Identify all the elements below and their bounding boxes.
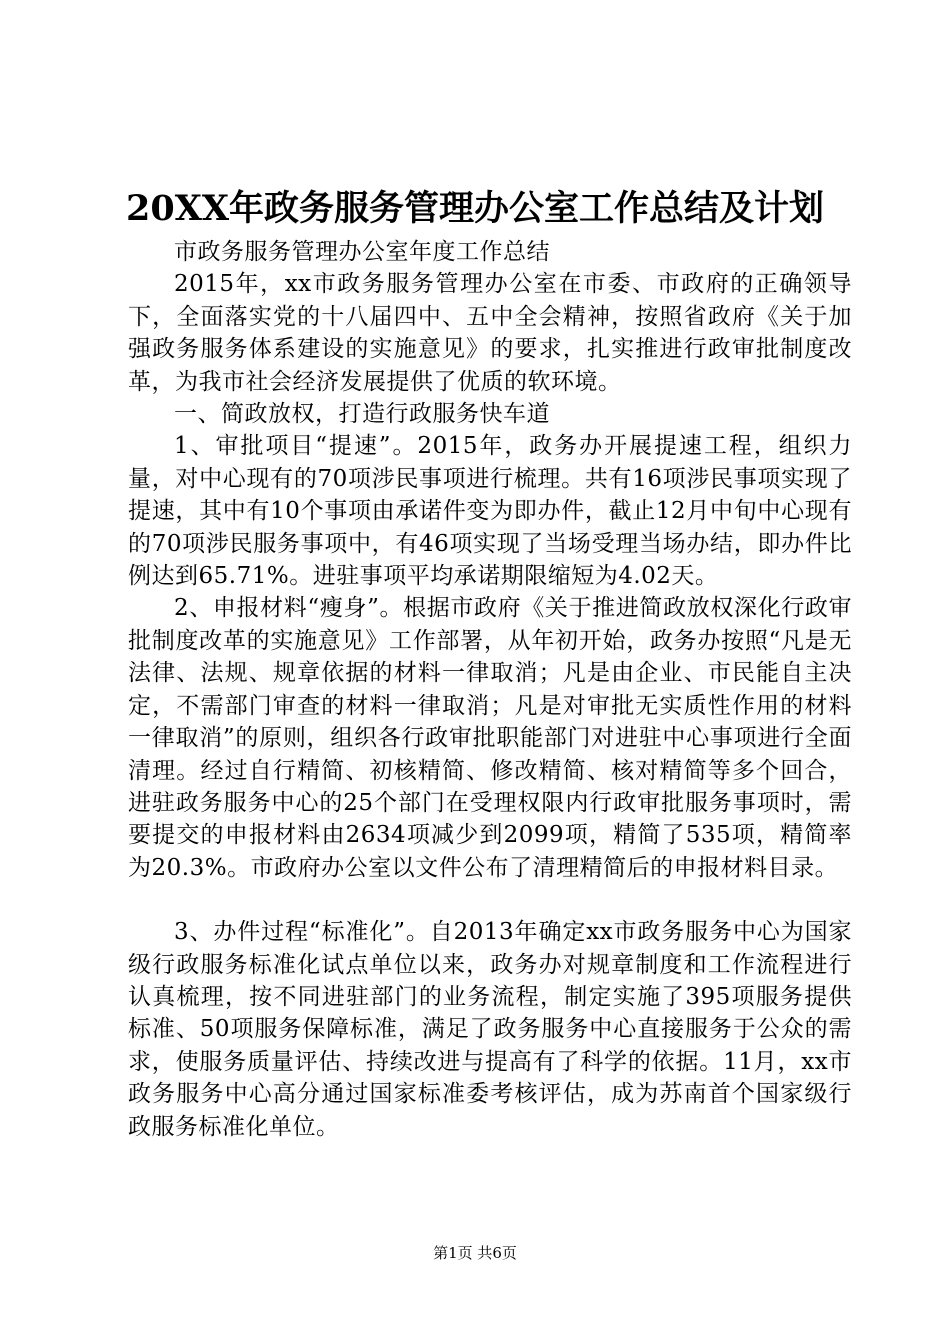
section-heading: 一、简政放权，打造行政服务快车道	[174, 401, 550, 428]
page-footer: 第1页 共6页	[433, 1244, 517, 1262]
paragraph-intro: 2015年，xx市政务服务管理办公室在市委、市政府的正确领导下，全面落实党的十八届四中、五中全会精神，按照省政府《关于加强政务服务体系建设的实施意见》的要求，扎实推进行政审批制度改革，为我市社会经济发展提供了优质的软环境。	[128, 271, 852, 395]
paragraph-item-1: 1、审批项目“提速”。2015年，政务办开展提速工程，组织力量，对中心现有的70项涉民事项进行梳理。共有16项涉民事项实现了提速，其中有10个事项由承诺件变为即办件，截止12月中旬中心现有的70项涉民服务事项中，有46项实现了当场受理当场办结，即办件比例达到65.71%。进驻事项平均承诺期限缩短为4.02天。	[128, 433, 852, 590]
page-title: 20XX年政务服务管理办公室工作总结及计划	[125, 188, 825, 229]
paragraph-item-3: 3、办件过程“标准化”。自2013年确定xx市政务服务中心为国家级行政服务标准化试点单位以来，政务办对规章制度和工作流程进行认真梳理，按不同进驻部门的业务流程，制定实施了395项服务提供标准、50项服务保障标准，满足了政务服务中心直接服务于公众的需求，使服务质量评估、持续改进与提高有了科学的依据。11月，xx市政务服务中心高分通过国家标准委考核评估，成为苏南首个国家级行政服务标准化单位。	[128, 919, 852, 1140]
document-body	[128, 236, 852, 1143]
paragraph-item-2: 2、申报材料“瘦身”。根据市政府《关于推进简政放权深化行政审批制度改革的实施意见》工作部署，从年初开始，政务办按照“凡是无法律、法规、规章依据的材料一律取消；凡是由企业、市民能自主决定，不需部门审查的材料一律取消；凡是对审批无实质性作用的材料一律取消”的原则，组织各行政审批职能部门对进驻中心事项进行全面清理。经过自行精简、初核精简、修改精简、核对精简等多个回合，进驻政务服务中心的25个部门在受理权限内行政审批服务事项时，需要提交的申报材料由2634项减少到2099项，精简了535项，精简率为20.3%。市政府办公室以文件公布了清理精简后的申报材料目录。	[128, 595, 852, 881]
subtitle-line: 市政务服务管理办公室年度工作总结	[174, 239, 550, 265]
